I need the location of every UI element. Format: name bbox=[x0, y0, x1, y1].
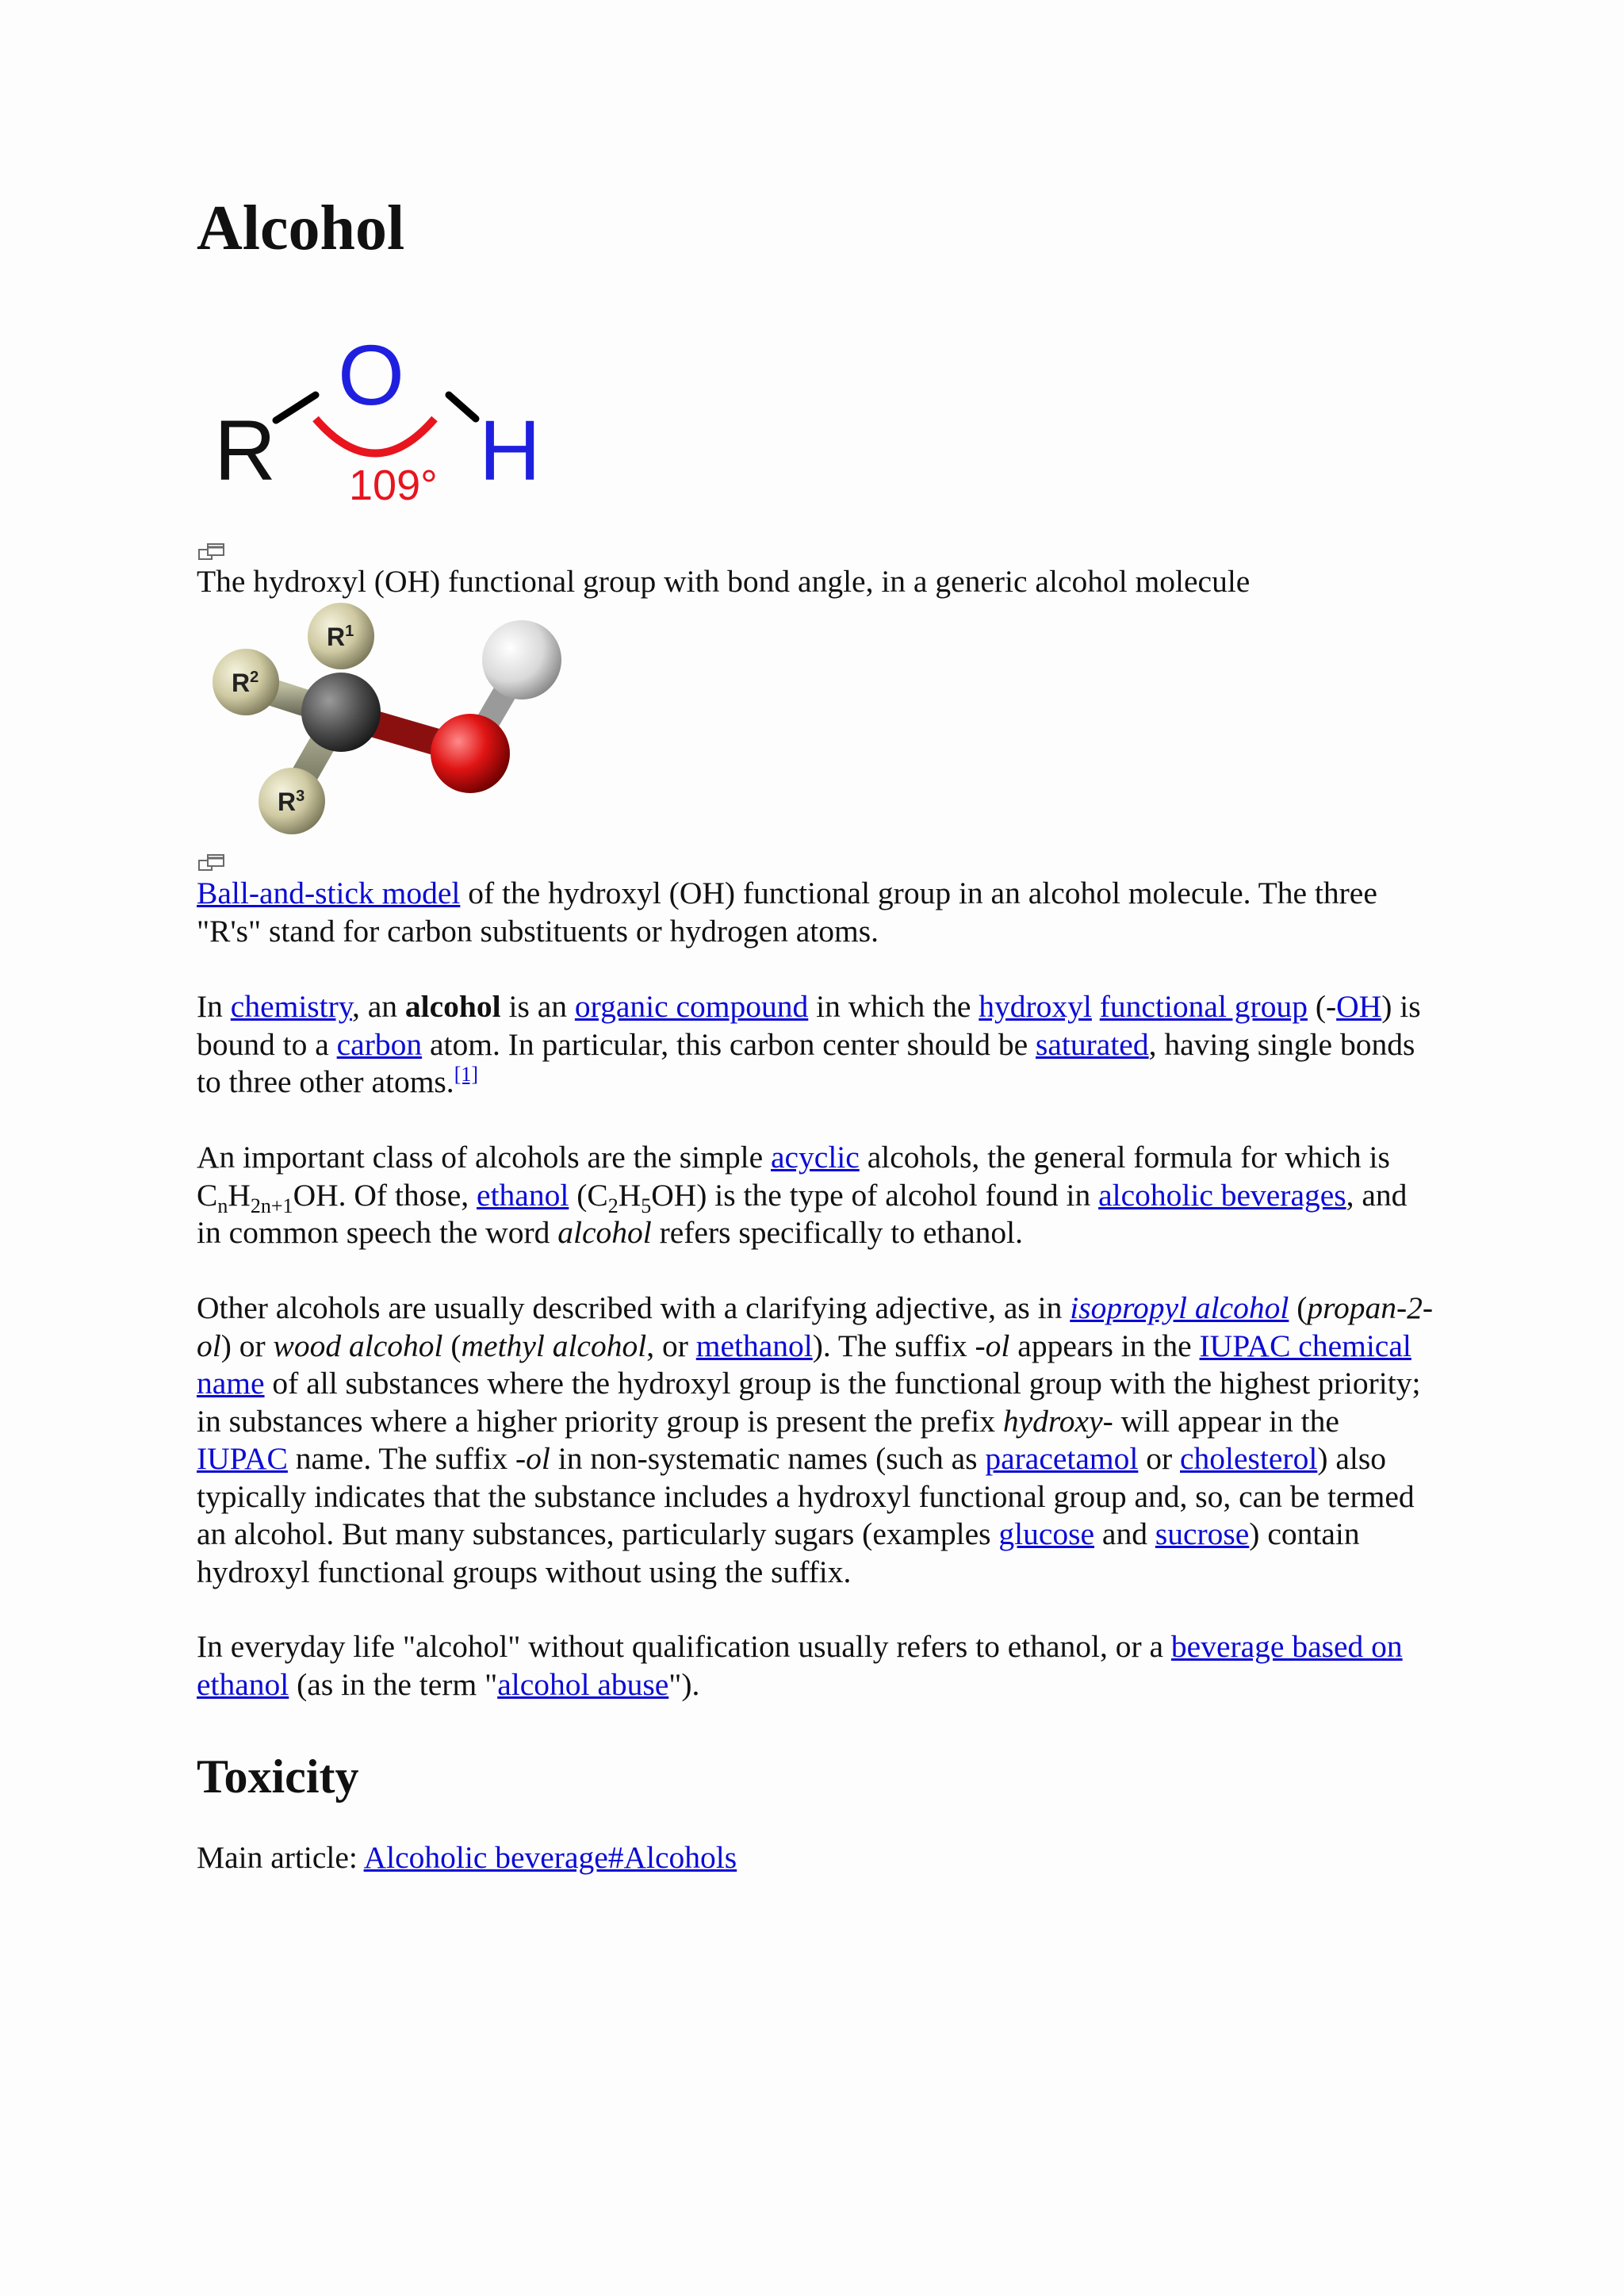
link-alcohol-abuse[interactable]: alcohol abuse bbox=[497, 1666, 669, 1702]
link-organic-compound[interactable]: organic compound bbox=[574, 989, 809, 1024]
paragraph-acyclic: An important class of alcohols are the simple acyclic alcohols, the general formula for which is $C_nH_{2n+1}OH$. Of those, ethanol $(C_2H_5OH)$ is the type of alcohol found in alcoholic beverages, and in common speech the word alcohol refers specifically to ethanol. bbox=[197, 1140, 1408, 1250]
o-label: O bbox=[338, 327, 405, 423]
link-paracetamol[interactable]: paracetamol bbox=[985, 1441, 1139, 1476]
link-cholesterol[interactable]: cholesterol bbox=[1180, 1441, 1318, 1476]
o-h-bond bbox=[449, 395, 476, 419]
link-acyclic[interactable]: acyclic bbox=[770, 1140, 860, 1175]
r2-label: $R^2$ bbox=[232, 669, 259, 697]
enlarge-icon[interactable] bbox=[198, 853, 225, 874]
link-methanol[interactable]: methanol bbox=[695, 1328, 813, 1363]
figure-caption-1: The hydroxyl (OH) functional group with bond angle, in a generic alcohol molecule bbox=[197, 564, 1251, 599]
link-main-article[interactable]: Alcoholic beverage#Alcohols bbox=[363, 1840, 737, 1875]
ball-and-stick-model bbox=[197, 603, 577, 841]
paragraph-definition: In chemistry, an alcohol is an organic compound in which the hydroxyl functional group (-OH) is bound to a carbon atom. In particular, this carbon center should be saturated, having single bonds to three other atoms.[1] bbox=[197, 989, 1421, 1099]
link-chemistry[interactable]: chemistry bbox=[230, 989, 352, 1024]
page-title: Alcohol bbox=[197, 194, 405, 263]
r-label: R bbox=[214, 402, 276, 498]
link-glucose[interactable]: glucose bbox=[998, 1516, 1095, 1551]
r3-label: $R^3$ bbox=[278, 788, 305, 816]
bond-angle-arc bbox=[316, 419, 435, 454]
link-isopropyl-alcohol[interactable]: isopropyl alcohol bbox=[1070, 1290, 1289, 1325]
link-iupac[interactable]: IUPAC bbox=[197, 1441, 288, 1476]
link-functional-group[interactable]: functional group bbox=[1099, 989, 1308, 1024]
r1-label: $R^1$ bbox=[327, 623, 354, 651]
link-sucrose[interactable]: sucrose bbox=[1155, 1516, 1250, 1551]
link-beverage-based-on-ethanol[interactable]: beverage based on ethanol bbox=[197, 1629, 1403, 1702]
paragraph-other-alcohols: Other alcohols are usually described with a clarifying adjective, as in isopropyl alcohol (propan-2-ol) or wood alcohol (methyl alcohol, or methanol). The suffix -ol appears in the IUPAC chemical name of all substances where the hydroxyl group is the functional group with the highest priority; in substances where a higher priority group is present the prefix hydroxy- will appear in the IUPAC name. The suffix -ol in non-systematic names (such as paracetamol or cholesterol) also typically indicates that the substance includes a hydroxyl functional group and, so, can be termed an alcohol. But many substances, particularly sugars (examples glucose and sucrose) contain hydroxyl functional groups without using the suffix. bbox=[197, 1290, 1434, 1589]
enlarge-icon[interactable] bbox=[198, 542, 225, 563]
hydroxyl-bond-angle-diagram bbox=[197, 325, 561, 516]
term-alcohol: alcohol bbox=[404, 989, 501, 1024]
link-ethanol[interactable]: ethanol bbox=[477, 1177, 569, 1213]
reference-link[interactable]: [1] bbox=[454, 1062, 479, 1086]
link-oh[interactable]: OH bbox=[1336, 989, 1382, 1024]
main-article-note: Main article: Alcoholic beverage#Alcohols bbox=[197, 1840, 737, 1875]
link-iupac-chemical-name[interactable]: IUPAC chemical name bbox=[197, 1328, 1411, 1401]
section-heading-toxicity: Toxicity bbox=[197, 1750, 359, 1803]
link-hydroxyl[interactable]: hydroxyl bbox=[979, 989, 1092, 1024]
oxygen-atom bbox=[431, 714, 510, 793]
link-saturated[interactable]: saturated bbox=[1036, 1026, 1149, 1062]
link-alcoholic-beverages[interactable]: alcoholic beverages bbox=[1098, 1177, 1346, 1213]
link-carbon[interactable]: carbon bbox=[336, 1026, 423, 1062]
h-label: H bbox=[479, 402, 541, 498]
link-ball-and-stick-model[interactable]: Ball-and-stick model bbox=[197, 876, 461, 910]
r-o-bond bbox=[276, 395, 316, 420]
carbon-atom bbox=[301, 673, 381, 752]
hydrogen-atom bbox=[482, 620, 561, 700]
angle-label: 109° bbox=[349, 462, 438, 509]
paragraph-everyday-usage: In everyday life "alcohol" without qualification usually refers to ethanol, or a beverage based on ethanol (as in the term "alcohol abuse"). bbox=[197, 1629, 1403, 1702]
figure-caption-2: Ball-and-stick model of the hydroxyl (OH) functional group in an alcohol molecule. The three "R's" stand for carbon substituents or hydrogen atoms. bbox=[197, 876, 1377, 949]
